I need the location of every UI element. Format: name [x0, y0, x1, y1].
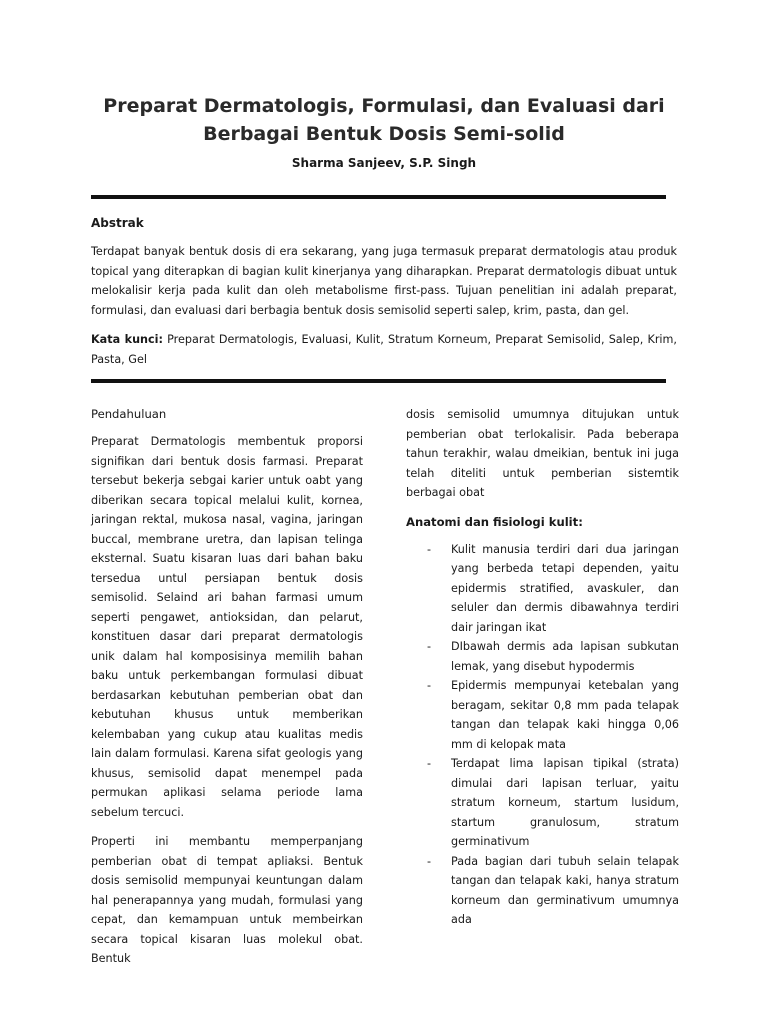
list-item	[406, 754, 679, 852]
list-item	[406, 676, 679, 754]
abstract-heading: Abstrak	[91, 216, 144, 230]
bullet-dash: -	[427, 542, 432, 556]
abstract-text: Terdapat banyak bentuk dosis di era sekarang, yang juga termasuk preparat dermatologis atau produk topical yang diterapkan di bagian kulit kinerjanya yang diharapkan. Preparat dermatologis dibuat untuk melokalisir kerja pada kulit dan oleh metabolisme first-pass. Tujuan penelitian ini adalah preparat, formulasi, dan evaluasi dari berbagia bentuk dosis semisolid seperti salep, krim, pasta, dan gel.	[91, 245, 677, 317]
anatomy-heading: Anatomi dan fisiologi kulit:	[406, 514, 583, 529]
introduction-paragraph-2: Properti ini membantu memperpanjang pemberian obat di tempat apliaksi. Bentuk dosis semisolid mempunyai keuntungan dalam hal penerapannya yang mudah, formulasi yang cepat, dan kemampuan untuk membeirkan secara topical kisaran luas molekul obat. Bentuk	[91, 835, 363, 965]
list-item	[406, 852, 679, 930]
bullet-dash: -	[427, 757, 432, 770]
abstract-section	[91, 214, 677, 380]
bottom-divider	[91, 379, 666, 383]
keywords-text: Preparat Dermatologis, Evaluasi, Kulit, Stratum Korneum, Preparat Semisolid, Salep, Krim, Pasta, Gel	[91, 333, 677, 366]
list-item-text: Epidermis mempunyai ketebalan yang beragam, sekitar 0,8 mm pada telapak tangan dan telapak kaki hingga 0,06 mm di kelopak mata	[451, 679, 679, 751]
introduction-heading: Pendahuluan	[91, 407, 167, 421]
bullet-dash: -	[427, 679, 432, 692]
right-column	[406, 405, 679, 930]
bullet-dash: -	[427, 640, 432, 653]
paper-authors: Sharma Sanjeev, S.P. Singh	[291, 156, 477, 170]
keywords-label: Kata kunci:	[91, 333, 163, 347]
anatomy-list	[406, 540, 679, 930]
left-column	[91, 405, 363, 979]
top-divider	[91, 195, 666, 199]
paper-title: Preparat Dermatologis, Formulasi, dan Evaluasi dari Berbagai Bentuk Dosis Semi-solid	[103, 95, 665, 145]
list-item-text: DIbawah dermis ada lapisan subkutan lemak, yang disebut hypodermis	[451, 640, 679, 673]
list-item	[406, 540, 679, 638]
introduction-paragraph-1: Preparat Dermatologis membentuk proporsi signifikan dari bentuk dosis farmasi. Preparat tersebut bekerja sebgai karier untuk oabt yang diberikan secara topical melalui kulit, kornea, jaringan rektal, mukosa nasal, vagina, jaringan buccal, membrane uretra, dan lapisan telinga eksternal. Suatu kisaran luas dari bahan baku tersedua untul persiapan bentuk dosis semisolid. Selaind ari bahan farmasi umum seperti pengawet, antioksidan, dan pelarut, konstituen dasar dari preparat dermatologis unik dalam hal komposisinya memilih bahan baku untuk perkembangan formulasi dibuat berdasarkan kebutuhan pemberian obat dan kebutuhan khusus untuk memberikan kelembaban yang cukup atau kualitas medis lain dalam formulasi. Karena sifat geologis yang khusus, semisolid dapat menempel pada permukan aplikasi selama periode lama sebelum tercuci.	[91, 435, 363, 819]
list-item-text: Kulit manusia terdiri dari dua jaringan yang berbeda tetapi dependen, yaitu epidermis stratified, avaskuler, dan seluler dan dermis dibawahnya terdiri dair jaringan ikat	[451, 542, 679, 634]
keywords-paragraph	[91, 330, 677, 369]
list-item-text: Pada bagian dari tubuh selain telapak tangan dan telapak kaki, hanya stratum korneum dan germinativum umumnya ada	[451, 854, 679, 926]
continuation-paragraph: dosis semisolid umumnya ditujukan untuk pemberian obat terlokalisir. Pada beberapa tahun terakhir, walau dmeikian, bentuk ini juga telah diteliti untuk pemberian sistemtik berbagai obat	[406, 408, 679, 499]
bullet-dash: -	[427, 854, 432, 868]
list-item-text: Terdapat lima lapisan tipikal (strata) dimulai dari lapisan terluar, yaitu stratum korneum, startum lusidum, startum granulosum, stratum germinativum	[451, 757, 679, 848]
list-item	[406, 637, 679, 676]
